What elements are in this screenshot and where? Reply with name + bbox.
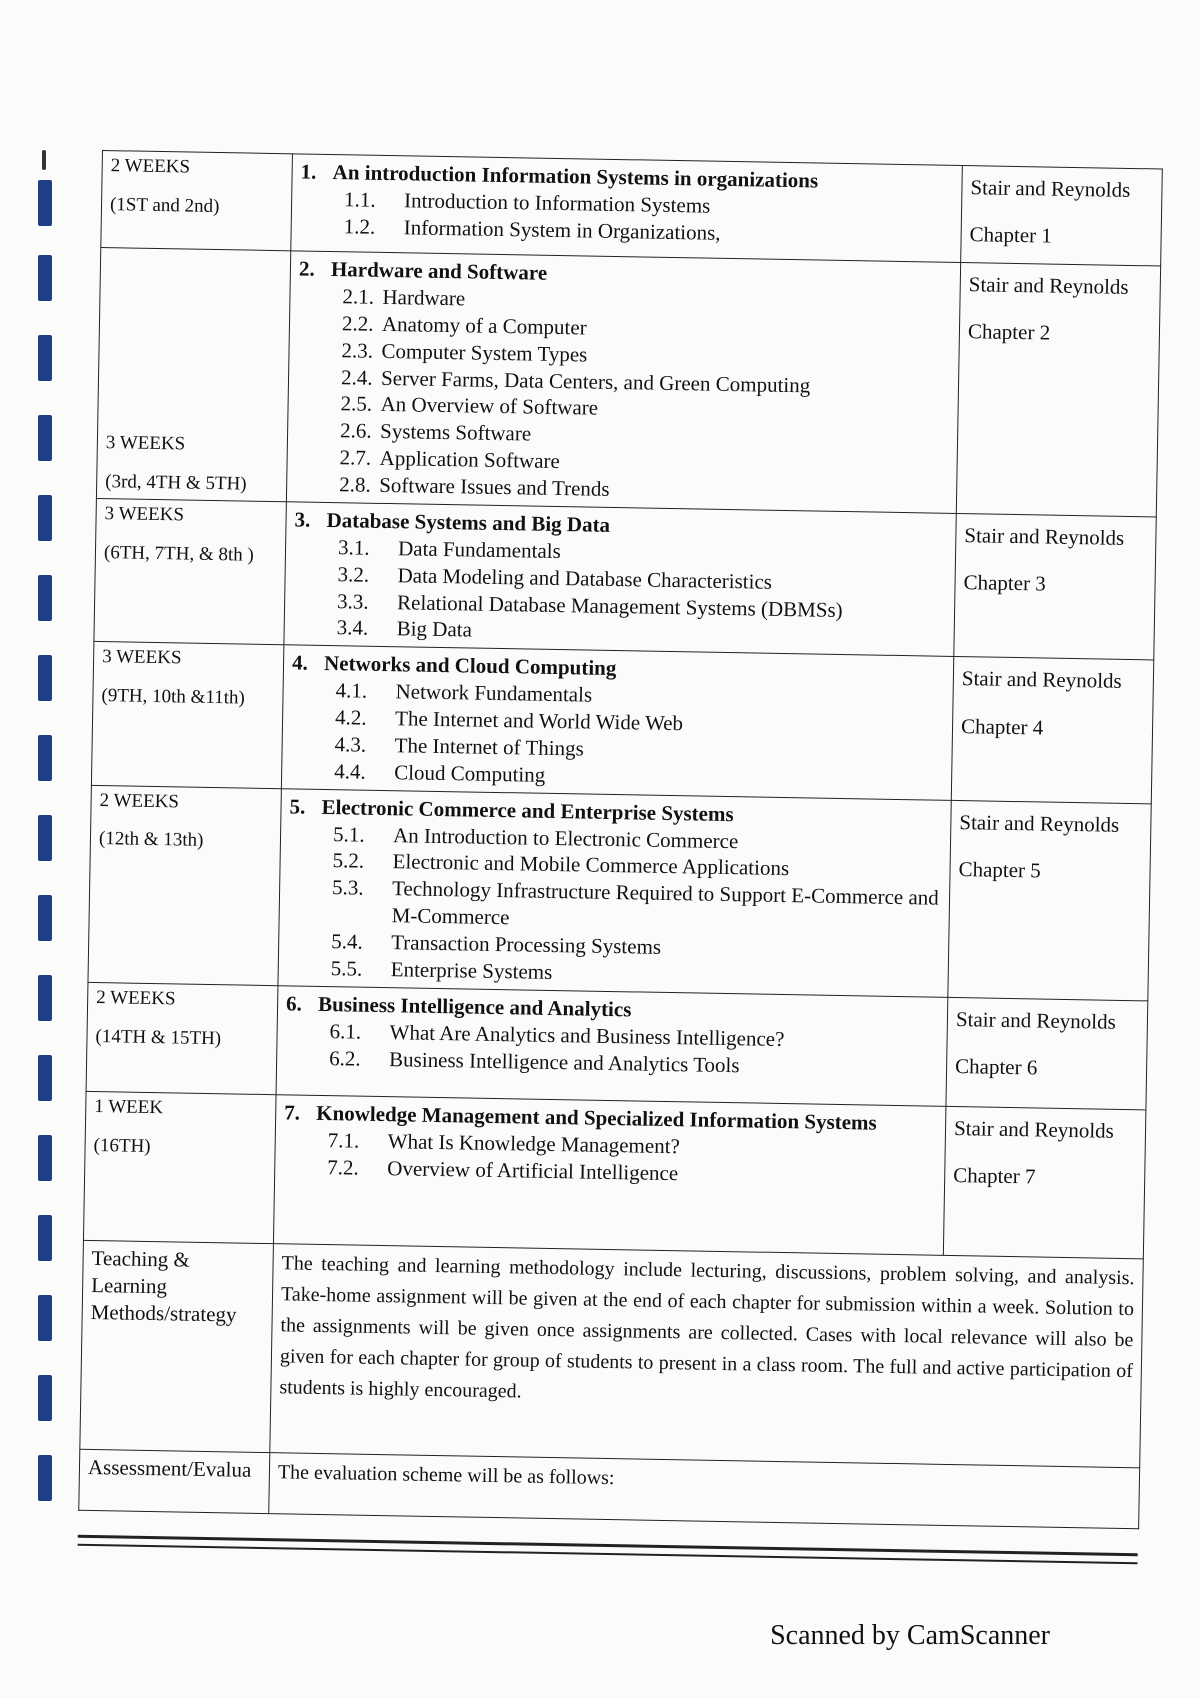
reference-cell xyxy=(946,997,1148,1109)
subtopic-text: Introduction to Information Systems xyxy=(403,188,711,218)
topic-row xyxy=(88,785,1151,1001)
topic-number: 6. xyxy=(285,991,303,1016)
subtopic-text: What Are Analytics and Business Intelligence? xyxy=(389,1019,785,1051)
subtopic-text: Electronic and Mobile Commerce Applications xyxy=(392,849,790,881)
teaching-text: The teaching and learning methodology include lecturing, discussions, problem solving, and analysis. Take-home assignment will be given at the end of each chapter for submission within a week. Solution to the assignments will be given once assignments are collected. Cases with local relevance will also be given for each chapter for group of students to present in a class room. The full and active participation of students is highly encouraged. xyxy=(270,1243,1144,1467)
topic-title: Networks and Cloud Computing xyxy=(323,651,617,681)
subtopic-number: 2.8. xyxy=(338,472,371,497)
subtopic-number: 4.2. xyxy=(334,705,367,730)
reference-cell xyxy=(948,800,1151,1001)
topic-cell xyxy=(273,1094,945,1255)
subtopic-text: Software Issues and Trends xyxy=(378,472,610,501)
topic-row xyxy=(86,982,1148,1109)
subtopic-number: 4.3. xyxy=(334,732,367,757)
weeks-count: 3 WEEKS xyxy=(104,502,185,526)
topic-cell xyxy=(278,788,951,997)
topic-number: 7. xyxy=(284,1100,301,1125)
reference-chapter: Chapter 5 xyxy=(958,856,1042,883)
reference-cell xyxy=(956,263,1160,517)
subtopic-number: 2.5. xyxy=(340,391,373,417)
weeks-count: 3 WEEKS xyxy=(105,432,186,455)
weeks-count: 2 WEEKS xyxy=(99,789,180,813)
topic-number: 5. xyxy=(289,794,306,819)
topic-cell xyxy=(291,154,963,263)
subtopic-text: Server Farms, Data Centers, and Green Computing xyxy=(380,365,811,397)
reference-book: Stair and Reynolds xyxy=(955,1006,1116,1034)
topic-title: Hardware and Software xyxy=(330,257,548,285)
reference-book: Stair and Reynolds xyxy=(964,522,1125,550)
subtopic-text: Hardware xyxy=(382,284,466,311)
weeks-range: (12th & 13th) xyxy=(98,828,204,852)
topic-cell xyxy=(286,251,960,514)
reference-cell xyxy=(954,513,1156,660)
subtopic-text: Information System in Organizations, xyxy=(403,215,721,245)
subtopic-number: 6.1. xyxy=(329,1018,362,1044)
subtopic-text: Overview of Artificial Intelligence xyxy=(387,1155,679,1185)
subtopic-number: 2.1. xyxy=(342,284,375,309)
subtopic-number: 5.2. xyxy=(332,848,365,874)
weeks-range: (14TH & 15TH) xyxy=(95,1025,222,1049)
topic-number: 3. xyxy=(294,507,311,532)
subtopic-number: 4.1. xyxy=(335,678,368,703)
syllabus-table xyxy=(78,150,1163,1529)
subtopic-text: Technology Infrastructure Required to Support E-Commerce and M-Commerce xyxy=(391,876,939,930)
topic-row xyxy=(96,247,1160,516)
subtopic-text: Data Fundamentals xyxy=(397,535,562,563)
topic-cell xyxy=(281,645,953,800)
subtopic-number: 3.2. xyxy=(337,561,370,587)
subtopic-text: Data Modeling and Database Characteristics xyxy=(397,562,773,594)
subtopic-list xyxy=(283,1126,937,1191)
subtopic-number: 3.4. xyxy=(336,615,369,641)
subtopic-number: 3.1. xyxy=(337,534,370,560)
subtopic-text: Computer System Types xyxy=(381,338,588,367)
subtopic-number: 4.4. xyxy=(333,758,366,784)
weeks-range: (16TH) xyxy=(93,1134,151,1157)
subtopic-number: 3.3. xyxy=(336,588,369,614)
weeks-cell xyxy=(83,1091,276,1243)
subtopic-text: Network Fundamentals xyxy=(395,679,593,707)
subtopic-list xyxy=(290,677,945,796)
subtopic-number: 2.3. xyxy=(341,337,374,363)
reference-chapter: Chapter 1 xyxy=(969,222,1053,248)
topic-row xyxy=(91,642,1153,804)
subtopic-text: What Is Knowledge Management? xyxy=(387,1128,681,1158)
reference-chapter: Chapter 3 xyxy=(963,570,1047,596)
reference-book: Stair and Reynolds xyxy=(961,666,1122,694)
subtopic-number: 6.2. xyxy=(328,1045,361,1071)
reference-chapter: Chapter 6 xyxy=(954,1054,1038,1080)
subtopic-number: 2.6. xyxy=(339,418,372,443)
reference-book: Stair and Reynolds xyxy=(959,809,1120,837)
reference-chapter: Chapter 4 xyxy=(960,713,1044,740)
weeks-range: (3rd, 4TH & 5TH) xyxy=(105,471,247,495)
subtopic-text: Transaction Processing Systems xyxy=(391,930,662,959)
weeks-range: (9TH, 10th &11th) xyxy=(101,685,246,709)
subtopic-list xyxy=(295,282,952,508)
topic-row xyxy=(94,498,1156,660)
topic-title: Electronic Commerce and Enterprise Systems xyxy=(321,794,734,826)
topic-cell xyxy=(276,985,948,1106)
subtopic-number: 2.2. xyxy=(341,310,374,336)
weeks-cell xyxy=(86,982,278,1094)
subtopic-number: 7.2. xyxy=(327,1154,359,1180)
weeks-cell xyxy=(96,247,290,501)
subtopic-text: The Internet and World Wide Web xyxy=(394,706,684,736)
subtopic-number: 5.3. xyxy=(331,875,364,900)
bottom-double-rule xyxy=(78,1535,1138,1564)
topic-row xyxy=(83,1091,1145,1258)
topic-number: 1. xyxy=(300,159,317,184)
reference-book: Stair and Reynolds xyxy=(953,1115,1115,1143)
subtopic-number: 5.5. xyxy=(330,955,363,981)
reference-book: Stair and Reynolds xyxy=(968,272,1129,299)
subtopic-text: An Introduction to Electronic Commerce xyxy=(392,822,739,853)
subtopic-text: Big Data xyxy=(396,616,473,642)
weeks-count: 2 WEEKS xyxy=(96,986,176,1010)
reference-chapter: Chapter 7 xyxy=(953,1163,1036,1189)
subtopic-list xyxy=(287,820,943,993)
subtopic-list xyxy=(285,1017,939,1082)
subtopic-text: Business Intelligence and Analytics Tools xyxy=(388,1046,740,1077)
subtopic-number: 1.1. xyxy=(343,187,376,212)
topic-title: Database Systems and Big Data xyxy=(326,507,611,537)
topic-cell xyxy=(284,502,956,657)
subtopic-text: Enterprise Systems xyxy=(390,957,553,984)
weeks-count: 3 WEEKS xyxy=(101,646,182,669)
subtopic-number: 7.1. xyxy=(327,1127,360,1153)
topic-title: Business Intelligence and Analytics xyxy=(317,991,632,1022)
reference-book: Stair and Reynolds xyxy=(970,175,1131,202)
assessment-label: Assessment/Evalua xyxy=(79,1449,270,1513)
subtopic-text: An Overview of Software xyxy=(380,392,599,421)
topic-number: 4. xyxy=(291,650,309,675)
subtopic-text: Relational Database Management Systems (DBMSs) xyxy=(396,589,843,622)
scanner-watermark: Scanned by CamScanner xyxy=(770,1620,1050,1651)
subtopic-list xyxy=(299,185,953,250)
binding-strip xyxy=(38,150,54,1550)
weeks-cell xyxy=(101,151,293,251)
weeks-count: 1 WEEK xyxy=(94,1095,164,1118)
subtopic-number: 5.4. xyxy=(331,929,363,954)
weeks-range: (1ST and 2nd) xyxy=(109,193,220,217)
subtopic-number: 5.1. xyxy=(332,821,365,847)
subtopic-list xyxy=(292,533,947,652)
subtopic-text: Application Software xyxy=(379,446,561,474)
teaching-label: Teaching & Learning Methods/strategy xyxy=(80,1240,274,1452)
topic-title: An introduction Information Systems in organizations xyxy=(332,160,819,193)
weeks-cell xyxy=(91,642,283,789)
weeks-range: (6TH, 7TH, & 8th ) xyxy=(103,541,255,566)
syllabus-sheet xyxy=(78,150,1162,1558)
subtopic-number: 2.7. xyxy=(339,445,372,470)
reference-cell xyxy=(951,657,1153,804)
reference-cell xyxy=(943,1106,1146,1258)
weeks-count: 2 WEEKS xyxy=(110,155,191,178)
subtopic-text: Cloud Computing xyxy=(393,759,546,787)
subtopic-number: 1.2. xyxy=(343,213,376,239)
weeks-cell xyxy=(94,498,286,645)
topic-number: 2. xyxy=(298,256,315,281)
topic-title: Knowledge Management and Specialized Information Systems xyxy=(316,1100,877,1135)
weeks-cell xyxy=(88,785,281,985)
teaching-row xyxy=(80,1240,1143,1467)
subtopic-text: The Internet of Things xyxy=(394,733,584,761)
reference-cell xyxy=(961,166,1163,266)
subtopic-text: Anatomy of a Computer xyxy=(381,311,587,340)
subtopic-text: Systems Software xyxy=(379,419,532,446)
assessment-text: The evaluation scheme will be as follows: xyxy=(269,1452,1140,1528)
topic-row xyxy=(101,151,1163,266)
subtopic-number: 2.4. xyxy=(340,364,373,390)
reference-chapter: Chapter 2 xyxy=(967,319,1051,345)
